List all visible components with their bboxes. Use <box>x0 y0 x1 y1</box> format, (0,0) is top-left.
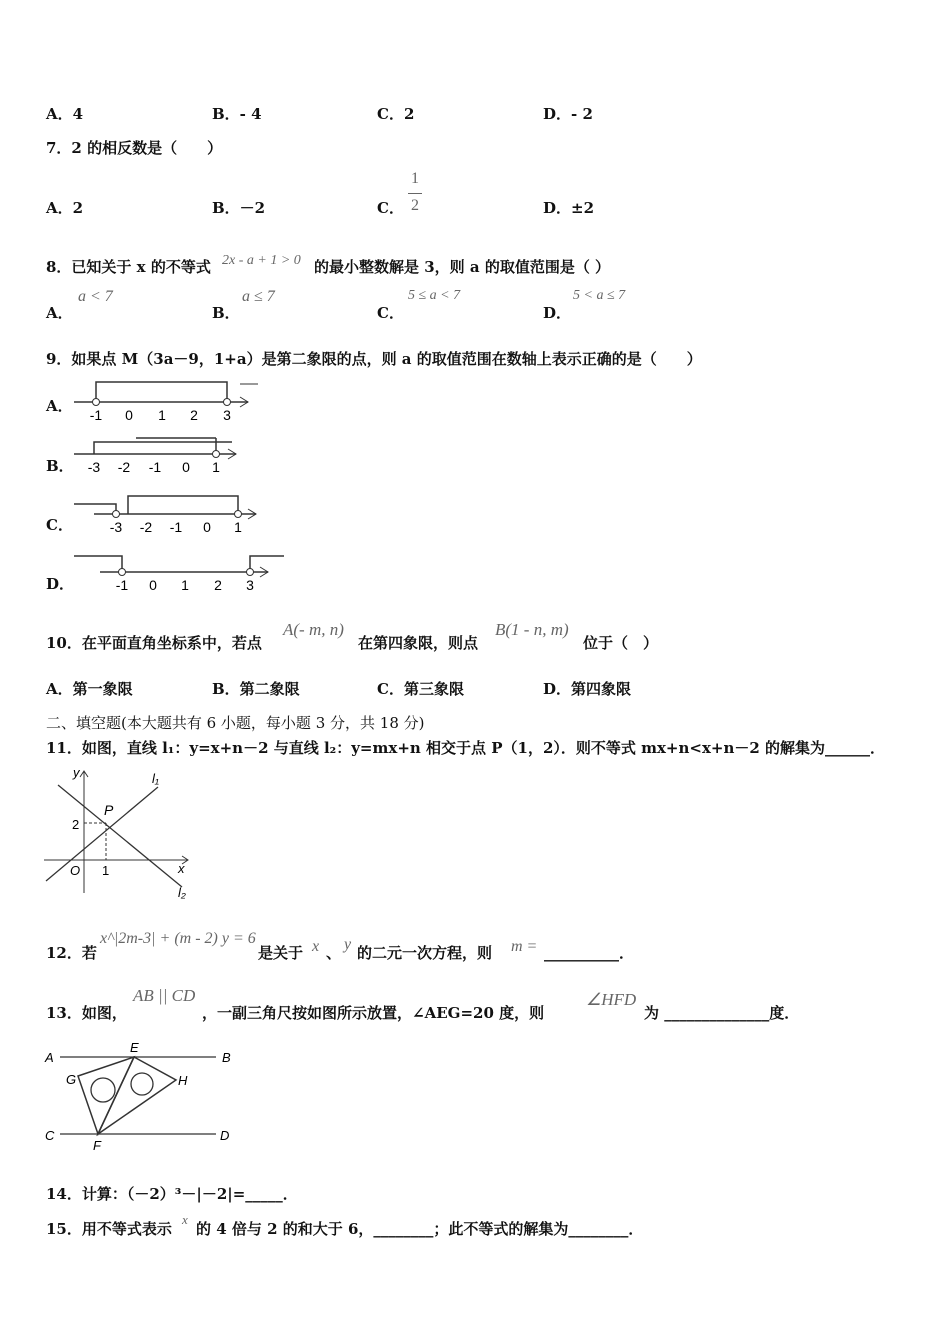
q12-answer-blank[interactable]: __________． <box>544 944 635 962</box>
q8-option-c-math: 5 ≤ a < 7 <box>408 288 461 303</box>
tick-label: -3 <box>109 519 123 535</box>
tick-label: 0 <box>149 577 157 593</box>
q10-stem-part3: 位于（ ） <box>583 634 659 652</box>
tick-label: 3 <box>246 577 254 593</box>
q8-option-d-label: D． <box>543 304 572 322</box>
q11-figure <box>40 765 200 900</box>
q12-stem-part3: 的二元一次方程，则 <box>357 944 493 962</box>
label-d: D <box>220 1128 230 1143</box>
q9-option-d-label: D． <box>46 575 75 593</box>
tick-label: -3 <box>87 459 101 475</box>
q7-fraction-denominator: 2 <box>411 197 419 214</box>
q13-stem-part2: ，一副三角尺按如图所示放置，∠AEG=20 度，则 <box>202 1004 545 1022</box>
tick-label: 1 <box>212 459 220 475</box>
q7-option-b: B．－2 <box>212 199 266 217</box>
q12-m-equals: m = <box>511 938 538 955</box>
q9-number-line-d <box>70 550 290 598</box>
tick-label: 2 <box>214 577 222 593</box>
point-p-label: P <box>104 802 114 818</box>
q12-stem-part2: 是关于 <box>258 944 304 962</box>
tick-label: 1 <box>102 863 110 878</box>
q9-option-b-label: B． <box>46 457 74 475</box>
q14-stem[interactable]: 14．计算：（－2）³－|－2|=_____． <box>46 1185 298 1203</box>
origin-label: O <box>70 863 81 878</box>
q13-parallel: AB || CD <box>133 986 196 1005</box>
q9-option-a-label: A． <box>46 397 73 415</box>
q8-option-b-math: a ≤ 7 <box>242 288 275 305</box>
q6-option-b: B．- 4 <box>212 105 262 123</box>
q15-stem-part2[interactable]: 的 4 倍与 2 的和大于 6，________；此不等式的解集为________． <box>196 1220 644 1238</box>
q9-number-line-c <box>70 492 270 540</box>
label-f: F <box>93 1138 101 1153</box>
fraction-bar <box>408 193 422 194</box>
y-axis-label: y <box>73 765 80 780</box>
q10-option-d: D．第四象限 <box>543 680 632 698</box>
q8-option-c-label: C． <box>377 304 404 322</box>
q10-point-b: B(1 - n, m) <box>495 620 569 639</box>
tick-label: 3 <box>223 407 231 423</box>
q8-option-a-label: A． <box>46 304 73 322</box>
q12-var-y: y <box>344 936 352 953</box>
q15-var-x: x <box>182 1212 188 1227</box>
tick-label: 1 <box>234 519 242 535</box>
q13-stem-part3[interactable]: 为 ______________度． <box>644 1004 800 1022</box>
label-h: H <box>178 1073 188 1088</box>
label-c: C <box>45 1128 55 1143</box>
q13-stem-part1: 13．如图， <box>46 1004 127 1022</box>
tick-label: 0 <box>203 519 211 535</box>
q15-stem-part1: 15．用不等式表示 <box>46 1220 172 1238</box>
tick-label: 2 <box>190 407 198 423</box>
q9-option-c-label: C． <box>46 516 73 534</box>
q12-stem-part1: 12．若 <box>46 944 97 962</box>
tick-label: -2 <box>139 519 153 535</box>
tick-label: 0 <box>182 459 190 475</box>
q13-figure <box>40 1040 240 1155</box>
q6-option-a: A．4 <box>46 105 84 123</box>
q10-option-a: A．第一象限 <box>46 680 133 698</box>
q8-option-d-math: 5 < a ≤ 7 <box>573 288 626 303</box>
q8-stem-suffix: 的最小整数解是 3，则 a 的取值范围是（ ） <box>314 258 611 276</box>
tick-label: 0 <box>125 407 133 423</box>
tick-label: -1 <box>89 407 103 423</box>
q8-stem-prefix: 8．已知关于 x 的不等式 <box>46 258 211 276</box>
q7-stem: 7．2 的相反数是（ ） <box>46 139 223 157</box>
q9-number-line-b <box>70 434 270 482</box>
label-e: E <box>130 1040 139 1055</box>
x-axis-label: x <box>178 861 185 876</box>
q7-option-d: D．±2 <box>543 199 595 217</box>
q9-number-line-a <box>70 376 270 424</box>
tick-label: -1 <box>148 459 162 475</box>
q10-option-b: B．第二象限 <box>212 680 300 698</box>
label-a: A <box>45 1050 54 1065</box>
line-l2-label: l₂ <box>178 885 186 900</box>
q8-option-a-math: a < 7 <box>78 288 113 305</box>
q10-stem-part2: 在第四象限，则点 <box>358 634 479 652</box>
q12-separator: 、 <box>326 944 342 962</box>
q7-option-a: A．2 <box>46 199 84 217</box>
q11-stem: 11．如图，直线 l₁：y=x+n－2 与直线 l₂：y=mx+n 相交于点 P（1，2）．则不等式 mx+n<x+n－2 的解集为______． <box>46 739 886 757</box>
tick-label: -2 <box>117 459 131 475</box>
label-g: G <box>66 1072 77 1087</box>
line-l1-label: l₁ <box>152 771 159 786</box>
q7-option-c-label: C． <box>377 199 404 217</box>
q13-angle-hfd: ∠HFD <box>586 990 637 1009</box>
tick-label: -1 <box>115 577 129 593</box>
q12-var-x: x <box>312 938 320 955</box>
q8-inequality: 2x - a + 1 > 0 <box>222 253 301 268</box>
tick-label: 2 <box>72 817 80 832</box>
q12-equation: x^|2m-3| + (m - 2) y = 6 <box>100 930 256 947</box>
q6-option-d: D．- 2 <box>543 105 593 123</box>
q10-stem-part1: 10．在平面直角坐标系中，若点 <box>46 634 262 652</box>
q7-fraction-numerator: 1 <box>411 170 419 187</box>
label-b: B <box>222 1050 231 1065</box>
q9-stem: 9．如果点 M（3a－9，1+a）是第二象限的点，则 a 的取值范围在数轴上表示正确的是（ ） <box>46 350 702 368</box>
tick-label: -1 <box>169 519 183 535</box>
q6-option-c: C．2 <box>377 105 415 123</box>
q10-option-c: C．第三象限 <box>377 680 464 698</box>
q10-point-a: A(- m, n) <box>283 620 344 639</box>
tick-label: 1 <box>181 577 189 593</box>
q8-option-b-label: B． <box>212 304 240 322</box>
tick-label: 1 <box>158 407 166 423</box>
section-heading: 二、填空题(本大题共有 6 小题，每小题 3 分，共 18 分) <box>46 714 425 732</box>
